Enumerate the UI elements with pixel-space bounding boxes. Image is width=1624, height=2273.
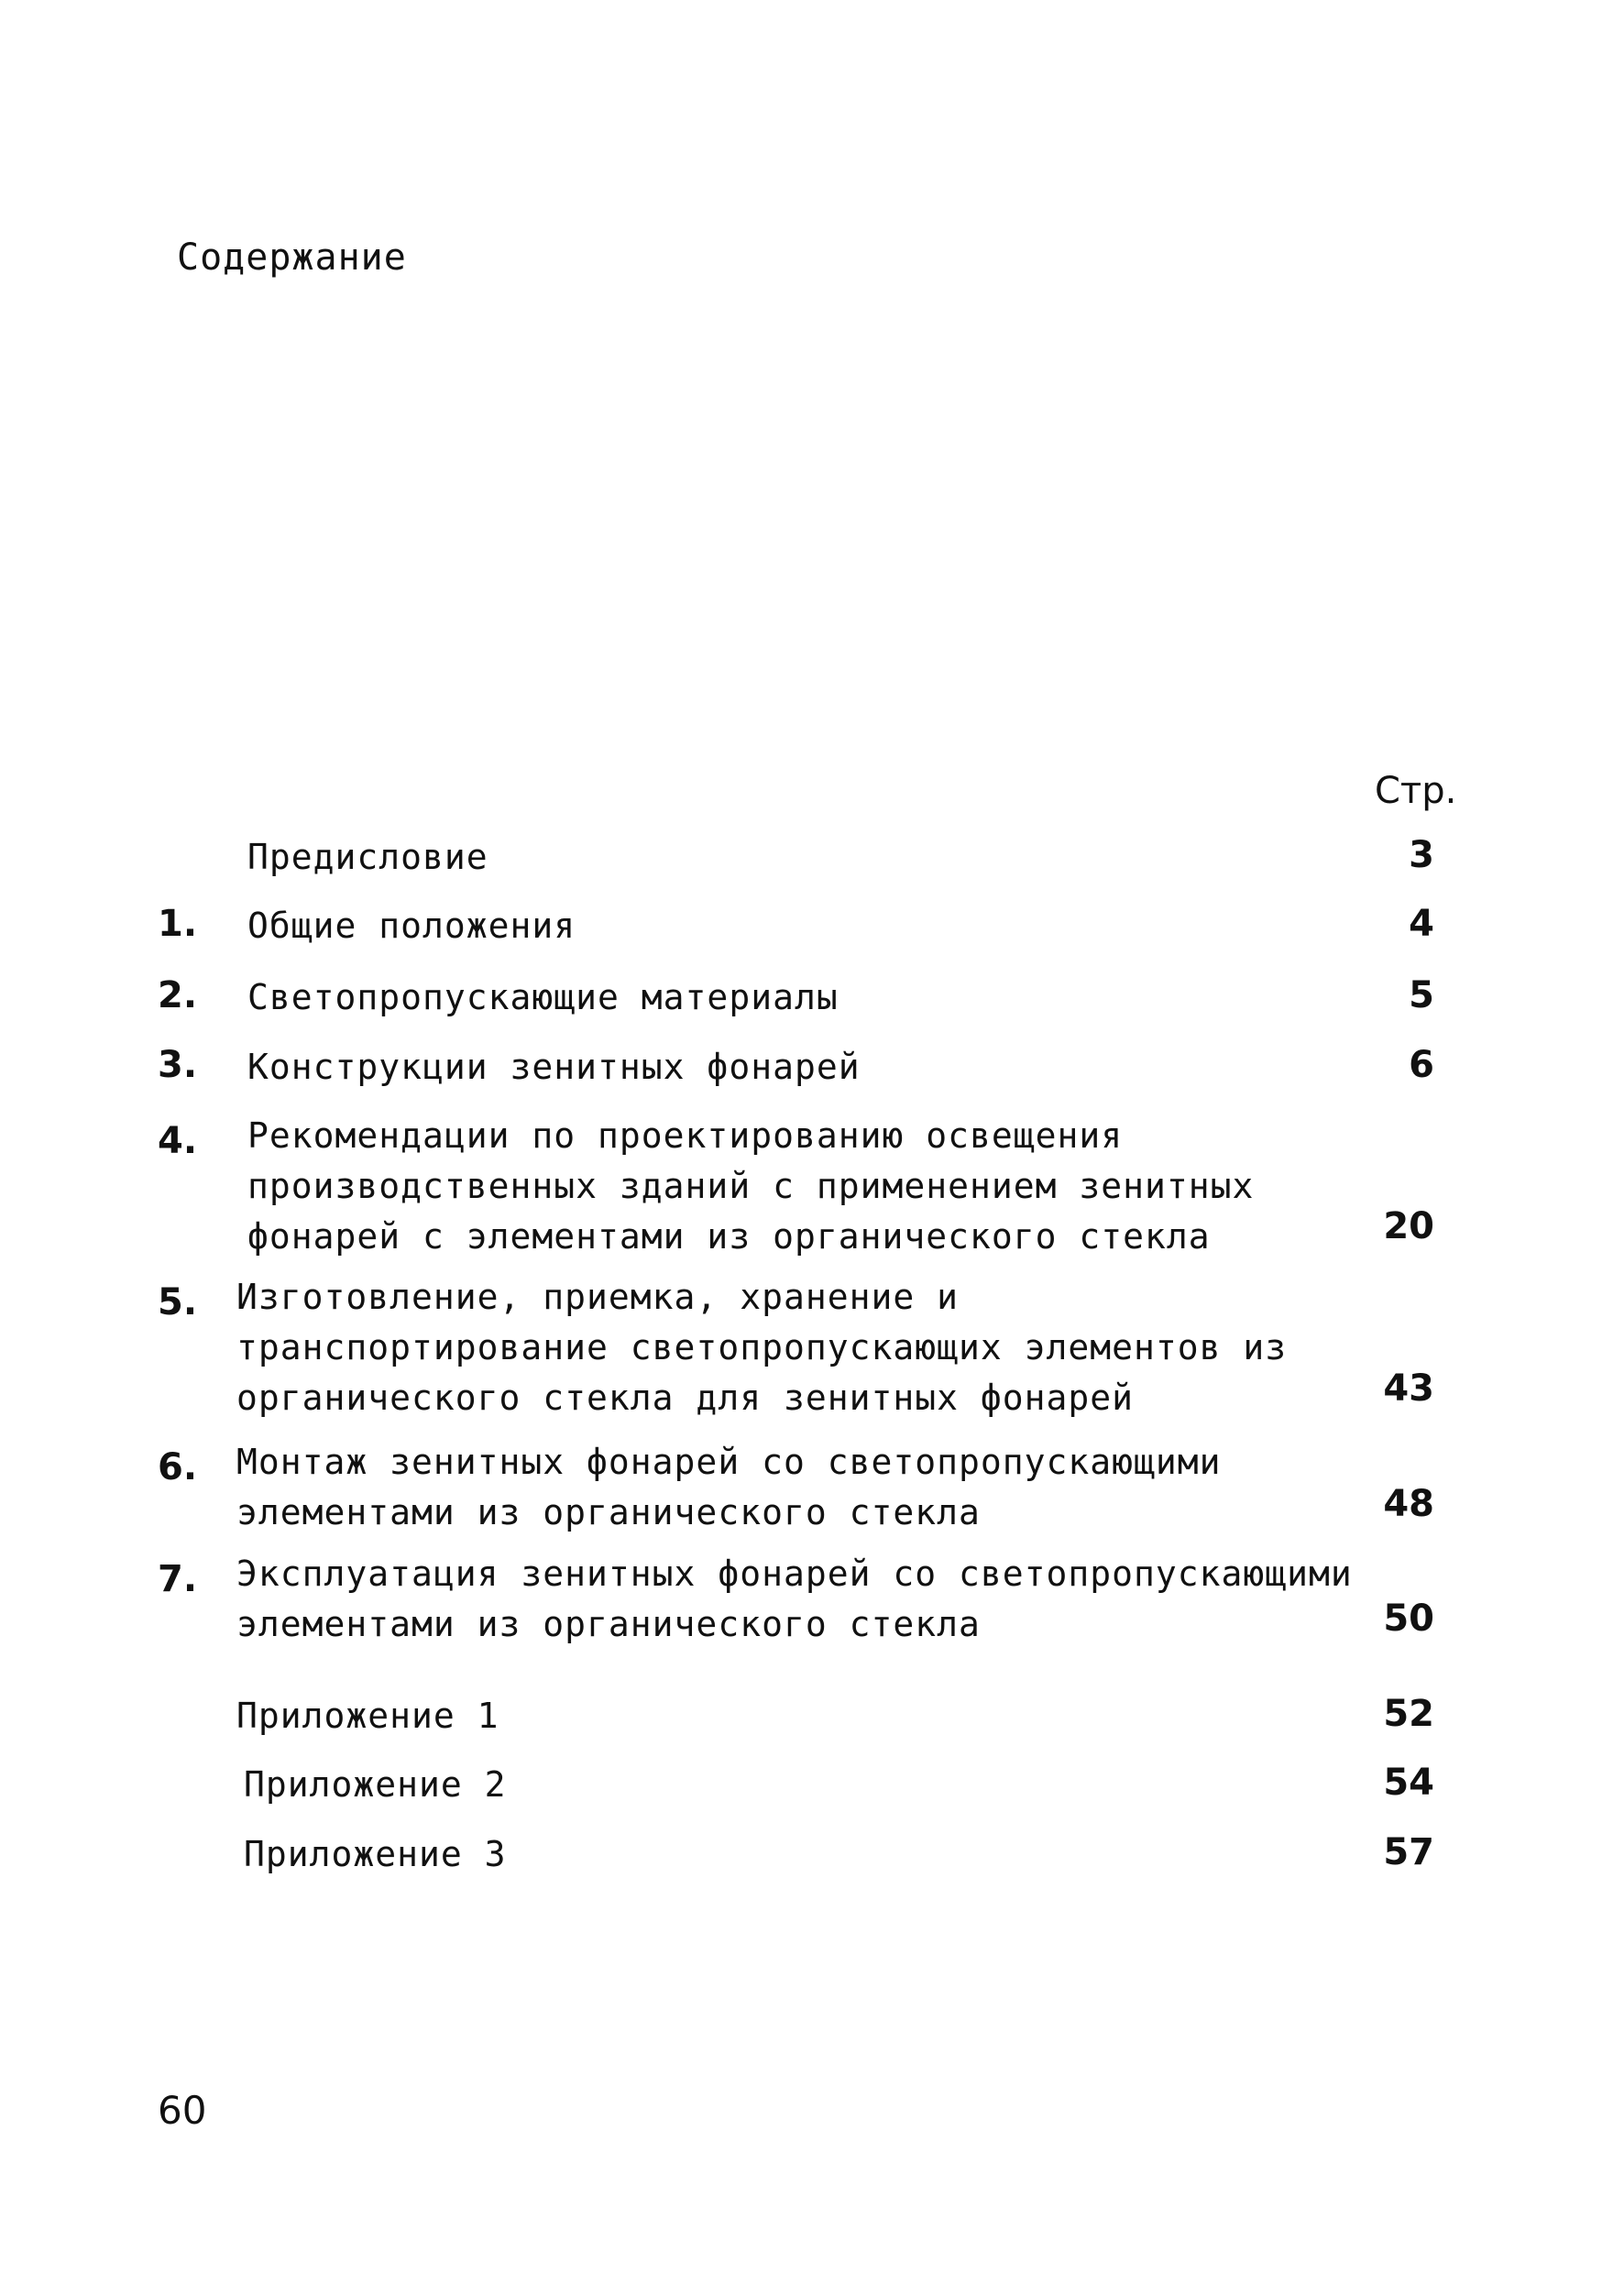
toc-entry-page: 20: [1383, 1205, 1434, 1247]
contents-heading: Содержание: [177, 236, 407, 279]
toc-entry-number: 3.: [158, 1044, 198, 1086]
toc-entry-number: 6.: [158, 1446, 198, 1488]
toc-entry-title: Приложение 3: [244, 1834, 507, 1874]
toc-entry-title: Общие положения: [247, 906, 576, 946]
toc-entry-page: 52: [1383, 1693, 1434, 1735]
toc-entry-title: Конструкции зенитных фонарей: [247, 1047, 861, 1087]
toc-entry-title: Монтаж зенитных фонарей со светопропускающими элементами из органического стекла: [236, 1442, 1222, 1532]
toc-entry-number: 2.: [158, 974, 198, 1016]
toc-entry-number: 5.: [158, 1281, 198, 1323]
toc-entry-title: Изготовление, приемка, хранение и транспортирование светопропускающих элементов из органического стекла для зенитных фонарей: [236, 1277, 1288, 1418]
toc-entry-page: 4: [1409, 903, 1434, 945]
page-column-label: Стр.: [1375, 770, 1457, 812]
toc-entry-page: 48: [1383, 1483, 1434, 1525]
toc-entry-page: 5: [1409, 974, 1434, 1016]
toc-entry-number: 4.: [158, 1120, 198, 1162]
toc-entry-title: Светопропускающие материалы: [247, 977, 839, 1017]
toc-entry-title: Приложение 2: [244, 1764, 507, 1805]
toc-entry-page: 54: [1383, 1762, 1434, 1804]
toc-entry-number: 1.: [158, 903, 198, 945]
toc-entry-title: Предисловие: [247, 837, 488, 877]
toc-entry-page: 57: [1383, 1831, 1434, 1873]
page-number: 60: [158, 2088, 207, 2133]
toc-entry-number: 7.: [158, 1558, 198, 1600]
toc-entry-page: 3: [1409, 834, 1434, 876]
toc-entry-title: Приложение 1: [236, 1696, 499, 1736]
toc-entry-title: Эксплуатация зенитных фонарей со светопропускающими элементами из органического стекла: [236, 1554, 1353, 1644]
toc-entry-title: Рекомендации по проектированию освещения производственных зданий с применением зенитных фонарей с элементами из органического стекла: [247, 1115, 1255, 1257]
toc-entry-page: 6: [1409, 1044, 1434, 1086]
toc-entry-page: 43: [1383, 1367, 1434, 1410]
toc-entry-page: 50: [1383, 1598, 1434, 1640]
